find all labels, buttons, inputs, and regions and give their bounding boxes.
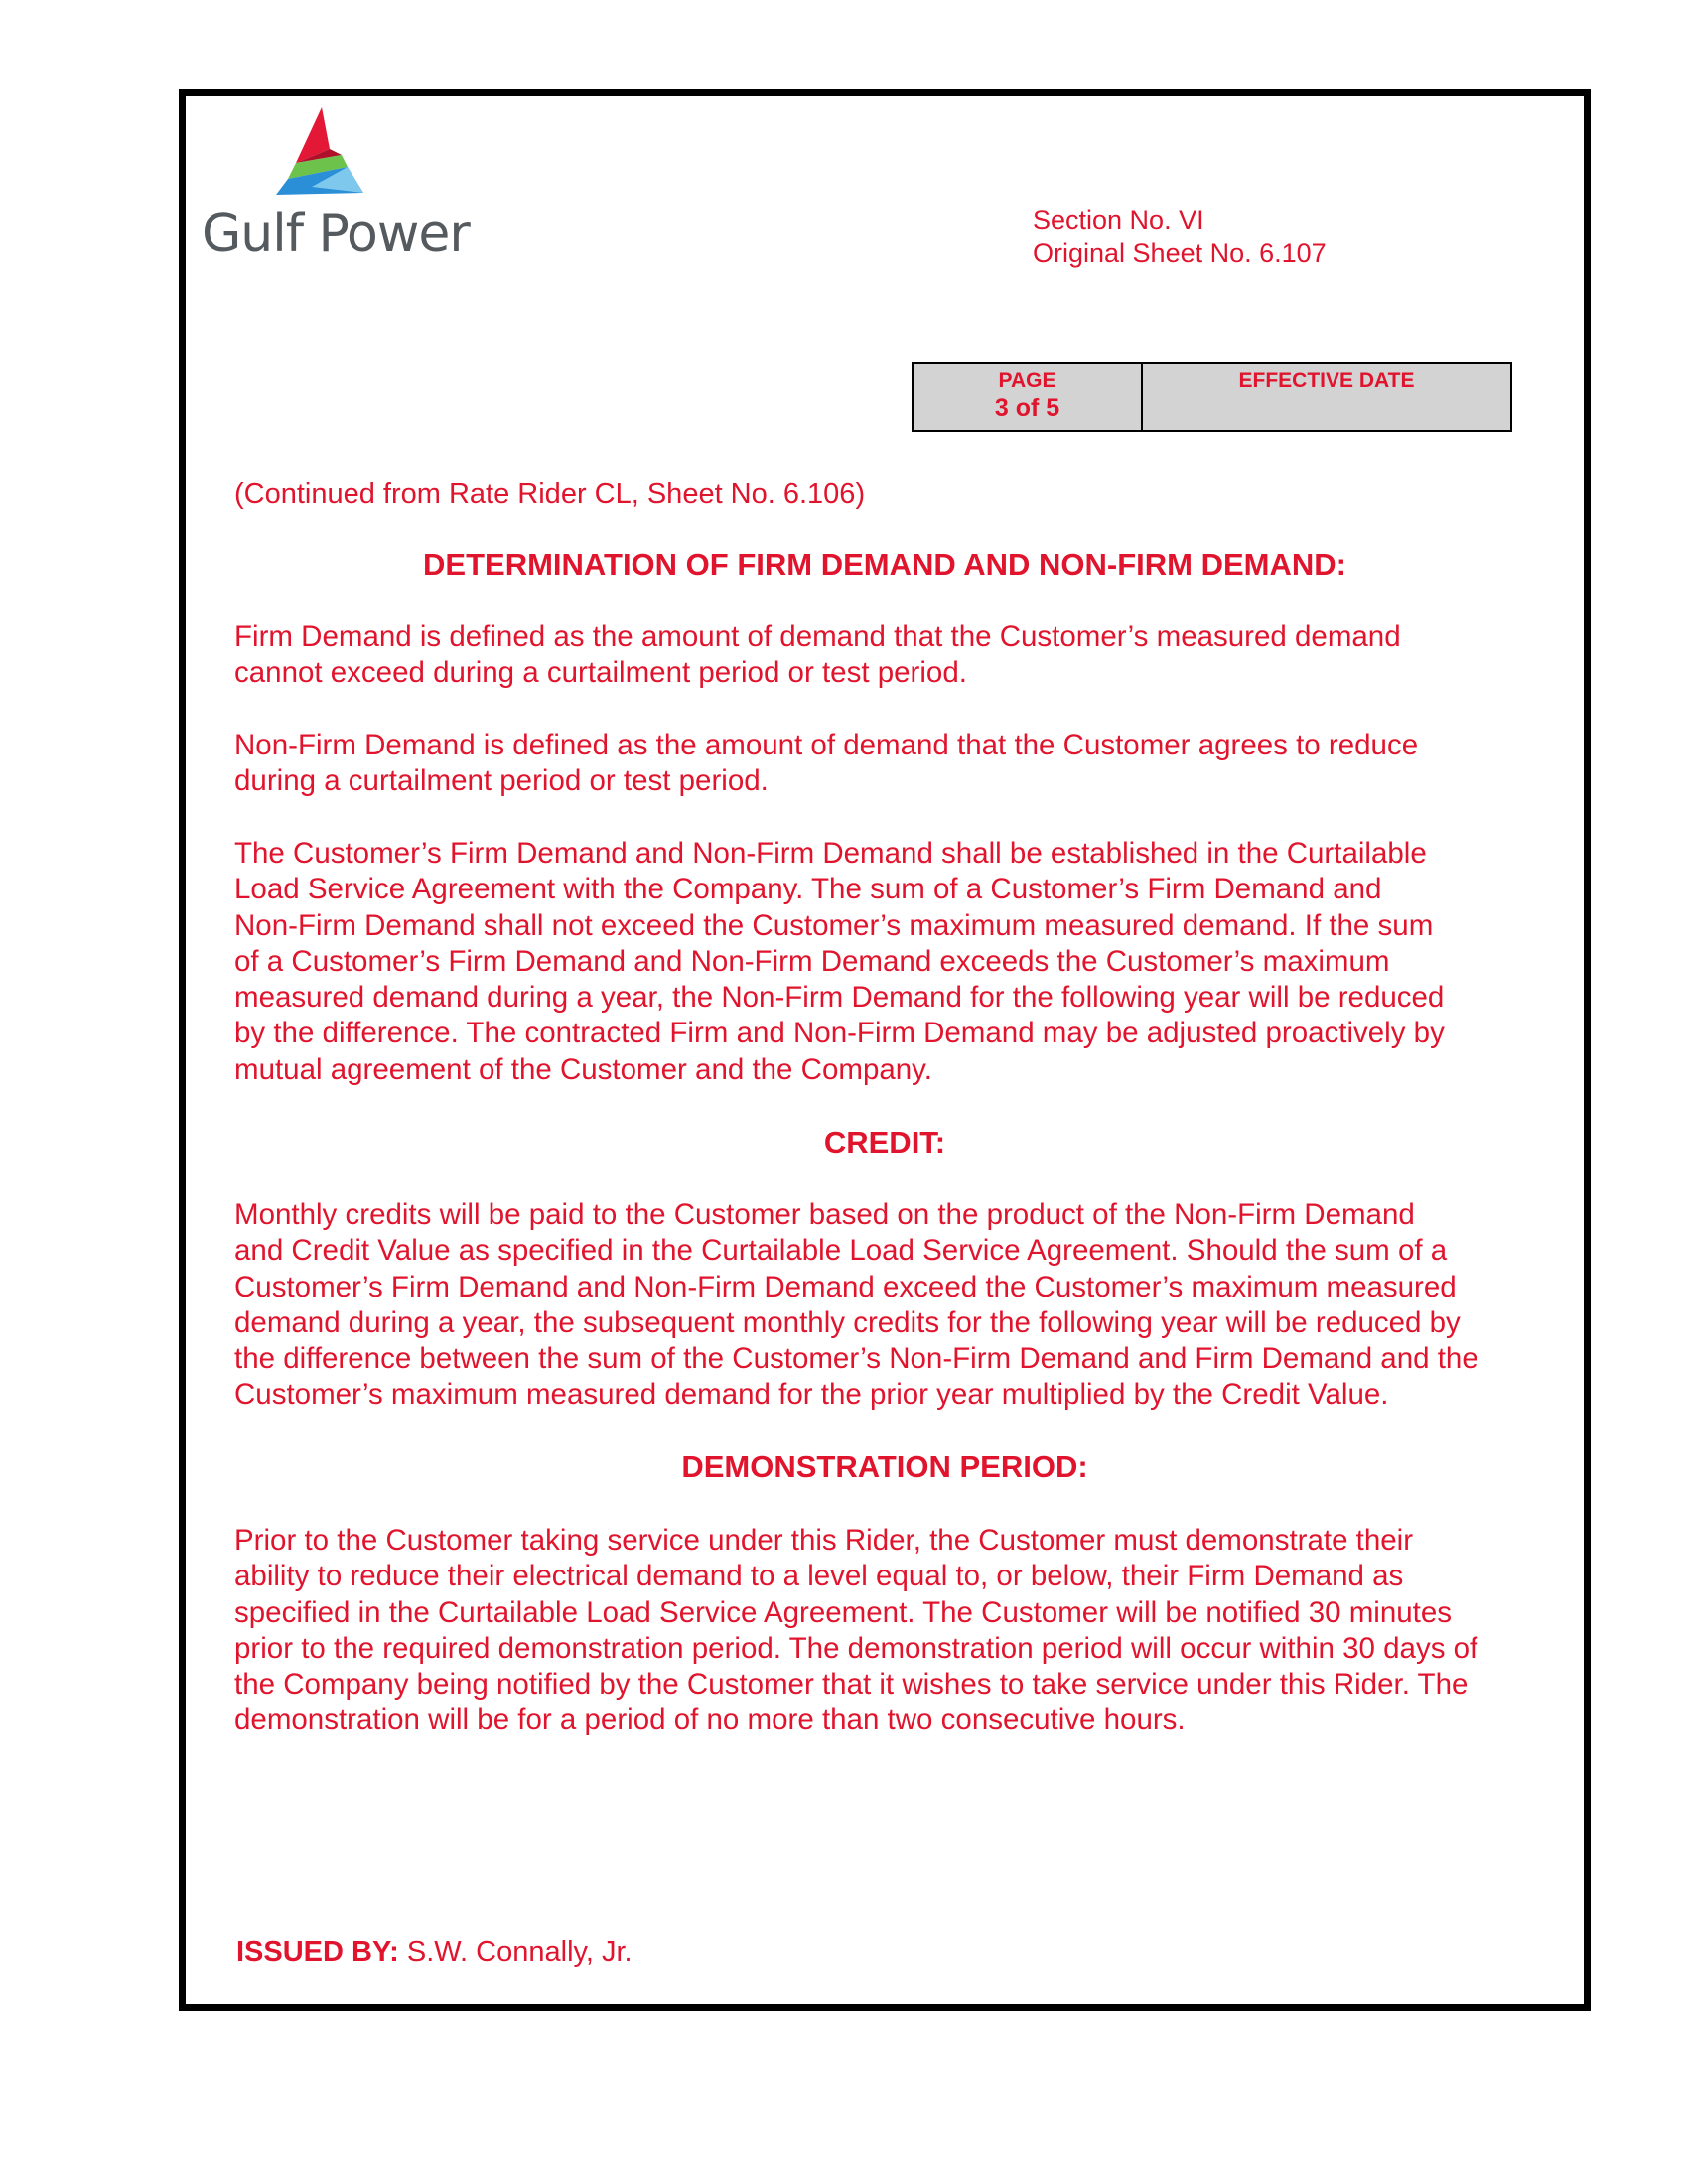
sheet-info	[1033, 205, 1327, 270]
determination-paragraph-3: The Customer’s Firm Demand and Non-Firm Demand shall be established in the Curtailable Load Service Agreement with the Company. The sum of a Customer’s Firm Demand and Non-Firm Demand shall not exceed the Customer’s maximum measured demand. If the sum of a Customer’s Firm Demand and Non-Firm Demand exceeds the Customer’s maximum measured demand during a year, the Non-Firm Demand for the following year will be reduced by the difference. The contracted Firm and Non-Firm Demand may be adjusted proactively by mutual agreement of the Customer and the Company.	[234, 837, 1445, 1086]
continued-note: (Continued from Rate Rider CL, Sheet No. 6.106)	[234, 478, 866, 510]
issued-by-label: ISSUED BY:	[236, 1936, 399, 1968]
issued-by	[236, 1936, 633, 1969]
section-number: Section No. VI	[1033, 205, 1204, 235]
demonstration-heading: DEMONSTRATION PERIOD:	[681, 1449, 1088, 1484]
determination-heading: DETERMINATION OF FIRM DEMAND AND NON-FIRM DEMAND:	[423, 547, 1346, 582]
gulf-power-triangle-icon	[272, 107, 371, 197]
page-label: PAGE	[998, 369, 1056, 392]
company-logo	[202, 107, 470, 266]
effective-date-cell	[1143, 364, 1510, 430]
sheet-number: Original Sheet No. 6.107	[1033, 238, 1327, 268]
issued-by-name: S.W. Connally, Jr.	[406, 1936, 633, 1968]
page-cell	[914, 364, 1143, 430]
credit-heading: CREDIT:	[823, 1125, 946, 1160]
determination-paragraph-2: Non-Firm Demand is defined as the amount of demand that the Customer agrees to reduce during a curtailment period or test period.	[234, 729, 1419, 798]
determination-paragraph-1: Firm Demand is defined as the amount of demand that the Customer’s measured demand cannot exceed during a curtailment period or test period.	[234, 620, 1401, 690]
page-info-box	[912, 362, 1512, 432]
demonstration-paragraph: Prior to the Customer taking service under this Rider, the Customer must demonstrate their ability to reduce their electrical demand to a level equal to, or below, their Firm Demand as specified in the Curtailable Load Service Agreement. The Customer will be notified 30 minutes prior to the required demonstration period. The demonstration period will occur within 30 days of the Company being notified by the Customer that it wishes to take service under this Rider. The demonstration will be for a period of no more than two consecutive hours.	[234, 1524, 1478, 1737]
page-value: 3 of 5	[994, 394, 1060, 422]
credit-paragraph: Monthly credits will be paid to the Customer based on the product of the Non-Firm Demand and Credit Value as specified in the Curtailable Load Service Agreement. Should the sum of a Customer’s Firm Demand and Non-Firm Demand exceed the Customer’s maximum measured demand during a year, the subsequent monthly credits for the following year will be reduced by the difference between the sum of the Customer’s Non-Firm Demand and Firm Demand and the Customer’s maximum measured demand for the prior year multiplied by the Credit Value.	[234, 1198, 1478, 1412]
effective-date-label: EFFECTIVE DATE	[1238, 369, 1415, 392]
brand-name: Gulf Power	[202, 205, 470, 264]
